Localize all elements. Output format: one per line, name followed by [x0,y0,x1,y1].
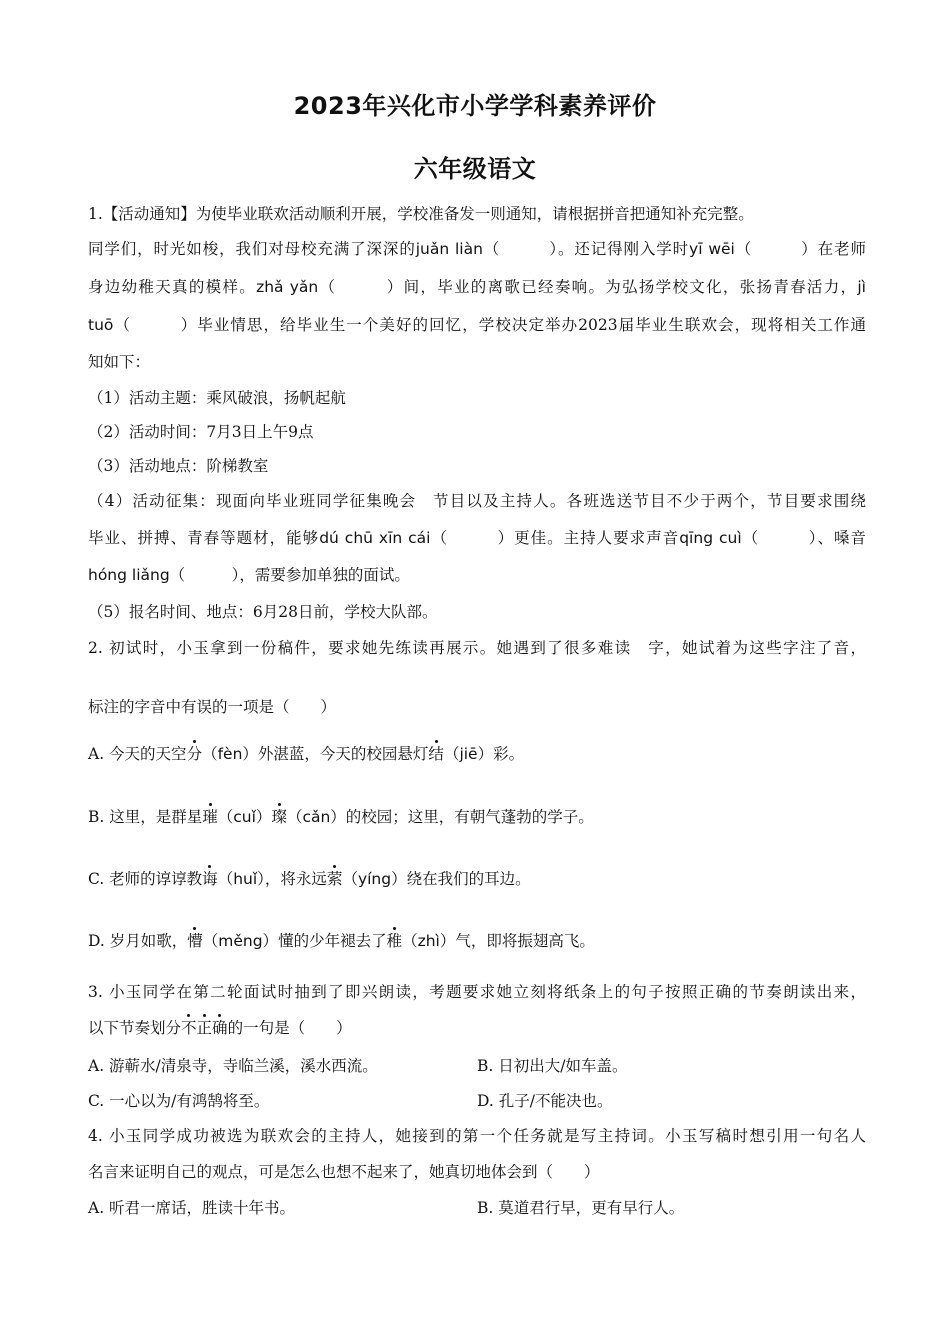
pinyin-6: qīng cuì [679,529,742,547]
text: （ ）毕业情思，给毕业生一个美好的回忆，学校决定举办2023届毕业生联欢会，现将相关工作通 [113,316,866,334]
dotted-char: 结 [428,745,444,763]
pinyin: （huǐ） [217,870,265,888]
pinyin: （cuǐ） [217,808,272,826]
q2-stem-line-2: 标注的字音中有误的一项是（ ） [88,698,337,716]
q3-stem-line-1: 3. 小玉同学在第二轮面试时抽到了即兴朗读，考题要求她立刻将纸条上的句子按照正确的节奏朗读出来， [88,983,866,1001]
q1-item-4-line-3 [88,565,410,585]
q1-paragraph-line-3 [88,315,866,335]
pinyin-1: juǎn liàn [415,240,483,258]
text: 懂的少年褪去了 [278,932,387,950]
text: （ ）。还记得刚入学时 [482,240,690,258]
exam-subtitle: 六年级语文 [413,155,537,183]
text: C. 老师的谆谆教 [88,870,203,888]
pinyin: （fèn） [202,745,258,763]
q2-stem-line-1: 2. 初试时，小玉拿到一份稿件，要求她先练读再展示。她遇到了很多难读 字，她试着为这些字注了音， [88,639,866,657]
q1-intro: 1.【活动通知】为使毕业联欢活动顺利开展，学校准备发一则通知，请根据拼音把通知补充完整。 [88,205,754,223]
q2-option-c [88,869,531,889]
text: A. 今天的天空 [88,745,187,763]
dotted-char: 分 [186,745,203,763]
q2-option-a [88,744,524,764]
text: 外湛蓝，今天的校园悬灯 [257,745,429,763]
q1-item-4-line-2 [88,528,866,548]
text: （ ）间，毕业的离歌已经奏响。为弘扬学校文化，张扬青春活力， [318,278,858,296]
text: B. 这里，是群星 [88,808,203,826]
text: 的一句是（ ） [227,1019,352,1037]
pinyin-3: zhǎ yǎn [256,278,319,296]
pinyin: （zhì） [402,932,456,950]
exam-title: 2023年兴化市小学学科素养评价 [293,92,657,120]
pinyin-5: dú chū xīn cái [319,529,431,547]
q2-option-b [88,807,594,827]
text: D. 岁月如歌， [88,932,188,950]
pinyin: （měng） [202,932,279,950]
pinyin: （cǎn） [286,808,346,826]
dotted-char: 不 [181,1019,197,1037]
text: （ ）更佳。主持人要求声音 [430,529,680,547]
q1-item-4-line-1: （4）活动征集：现面向毕业班同学征集晚会 节目以及主持人。各班选送节目不少于两个，节目要求围绕 [88,492,866,510]
q2-option-d [88,931,595,951]
text: 气，即将振翅高飞。 [455,932,595,950]
q4-stem-line-2: 名言来证明自己的观点，可是怎么也想不起来了，她真切地体会到（ ） [88,1163,600,1181]
dotted-char: 稚 [386,932,403,950]
pinyin-7: hóng liǎng [88,566,170,584]
pinyin: （jiē） [443,745,494,763]
dotted-char: 诲 [202,870,218,888]
dotted-char: 确 [212,1019,228,1037]
q4-option-a: A. 听君一席话，胜读十年书。 [88,1199,296,1217]
text: （ ），需要参加单独的面试。 [169,566,410,584]
text: 身边幼稚天真的模样。 [88,278,257,296]
q3-option-b: B. 日初出大/如车盖。 [477,1057,628,1075]
text: （ ）在老师 [734,240,866,258]
pinyin-4a: jì [857,278,866,296]
dotted-char: 璨 [271,808,287,826]
text: 的校园；这里，有朝气蓬勃的学子。 [345,808,594,826]
q1-paragraph-line-2 [88,277,866,297]
q4-option-b: B. 莫道君行早，更有早行人。 [477,1199,685,1217]
text: 彩。 [493,745,525,763]
text: ，将永远 [264,870,327,888]
pinyin-2: yī wēi [689,240,735,258]
q1-item-2: （2）活动时间：7月3日上午9点 [88,423,314,441]
q3-option-d: D. 孔子/不能决也。 [477,1092,613,1110]
dotted-char: 璀 [202,808,218,826]
dotted-char: 萦 [326,870,343,888]
q3-stem-line-2 [88,1018,352,1038]
q3-option-c: C. 一心以为/有鸿鹄将至。 [88,1092,270,1110]
text: 毕业、拼搏、青春等题材，能够 [88,529,320,547]
q1-item-1: （1）活动主题：乘风破浪，扬帆起航 [88,389,346,407]
q1-item-5: （5）报名时间、地点：6月28日前，学校大队部。 [88,603,438,621]
q1-item-3: （3）活动地点：阶梯教室 [88,457,269,475]
text: 同学们，时光如梭，我们对母校充满了深深的 [88,240,416,258]
q3-option-a: A. 游蕲水/清泉寺，寺临兰溪，溪水西流。 [88,1057,378,1075]
pinyin: （yíng） [342,870,407,888]
text: （ ）、嗓音 [741,529,866,547]
dotted-char: 懵 [187,932,203,950]
q1-paragraph-line-1 [88,239,866,259]
pinyin-4b: tuō [88,316,114,334]
text: 绕在我们的耳边。 [406,870,531,888]
q1-paragraph-line-4: 知如下： [88,353,151,371]
dotted-char: 正 [196,1019,213,1037]
text: 以下节奏划分 [88,1019,182,1037]
q4-stem-line-1: 4. 小玉同学成功被选为联欢会的主持人，她接到的第一个任务就是写主持词。小玉写稿时想引用一句名人 [88,1127,866,1145]
